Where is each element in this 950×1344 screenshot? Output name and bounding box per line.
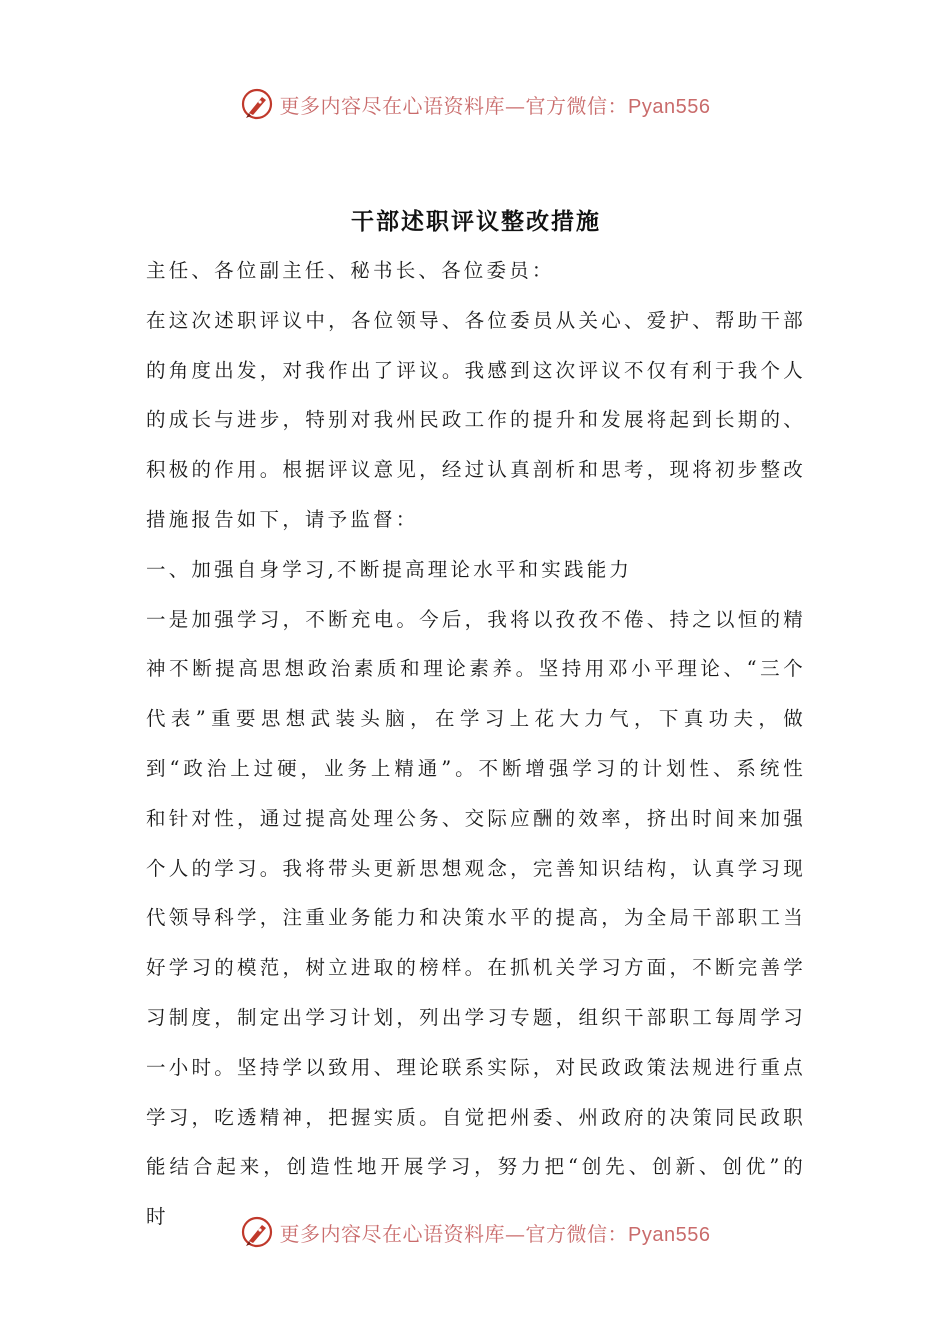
paragraph-intro: 在这次述职评议中，各位领导、各位委员从关心、爱护、帮助干部的角度出发，对我作出了评议。我感到这次评议不仅有利于我个人的成长与进步，特别对我州民政工作的提升和发展将起到长期的、积极的作用。根据评议意见，经过认真剖析和思考，现将初步整改措施报告如下，请予监督： [146,308,806,531]
paragraph-study: 一是加强学习，不断充电。今后，我将以孜孜不倦、持之以恒的精神不断提高思想政治素质和理论素养。坚持用邓小平理论、“三个代表”重要思想武装头脑，在学习上花大力气，下真功夫，做到“政治上过硬，业务上精通”。不断增强学习的计划性、系统性和针对性，通过提高处理公务、交际应酬的效率，挤出时间来加强个人的学习。我将带头更新思想观念，完善知识结构，认真学习现代领导科学，注重业务能力和决策水平的提高，为全局干部职工当好学习的模范，树立进取的榜样。在抓机关学习方面，不断完善学习制度，制定出学习计划，列出学习专题，组织干部职工每周学习一小时。坚持学以致用、理论联系实际，对民政政策法规进行重点学习，吃透精神，把握实质。自觉把州委、州政府的决策同民政职能结合起来，创造性地开展学习，努力把“创先、创新、创优”的时 [146,607,806,1229]
salutation: 主任、各位副主任、秘书长、各位委员： [146,259,555,282]
pen-nib-circle-icon [240,87,274,121]
document-body [146,200,806,1242]
watermark-text: 更多内容尽在心语资料库—官方微信：Pyan556 [279,1221,711,1246]
pen-nib-circle-icon [240,1215,274,1249]
watermark-wechat-id: Pyan556 [628,95,711,118]
document-title: 干部述职评议整改措施 [351,208,601,235]
watermark-header [0,84,950,124]
section-heading-1: 一、加强自身学习,不断提高理论水平和实践能力 [146,557,633,581]
watermark-text: 更多内容尽在心语资料库—官方微信：Pyan556 [279,93,711,118]
watermark-footer [0,1212,950,1252]
watermark-wechat-id: Pyan556 [628,1223,711,1246]
